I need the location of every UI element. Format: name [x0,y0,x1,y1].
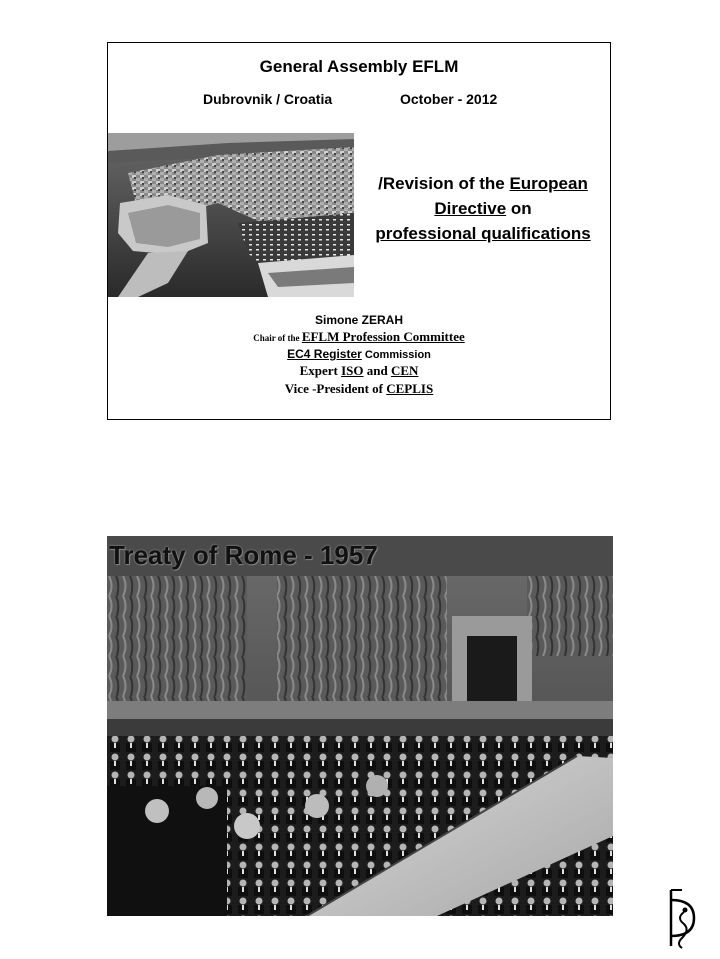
slide-1 [107,42,611,420]
caduceus-logo-icon [668,888,698,950]
eflm-committee-link[interactable]: EFLM Profession Committee [301,329,465,344]
revision-prefix: /Revision of the [378,174,510,193]
ec4-suffix: Commission [361,349,431,361]
expert-line [108,363,610,379]
dubrovnik-photo [108,133,354,297]
ec4-line [108,347,610,361]
professional-qualifications-link[interactable]: professional qualifications [375,224,591,243]
directive-link[interactable]: Directive [434,199,507,218]
author-block [108,313,610,397]
slide-2-title: Treaty of Rome - 1957 [109,540,378,570]
revision-on: on [506,199,532,218]
revision-heading [356,171,610,246]
chair-prefix: Chair of the [253,333,302,343]
author-name: Simone ZERAH [314,313,403,327]
treaty-signing-photo [107,536,613,916]
cen-link[interactable]: CEN [390,363,419,378]
expert-prefix: Expert [299,363,342,378]
location-text: Dubrovnik / Croatia [203,91,333,107]
chair-line [108,329,610,345]
slide-title: General Assembly EFLM [259,57,459,76]
vp-line [108,381,610,397]
iso-link[interactable]: ISO [341,363,364,378]
ec4-register-link[interactable]: EC4 Register [287,347,362,361]
date-text: October - 2012 [400,91,498,107]
expert-and: and [363,363,391,378]
european-link[interactable]: European [509,174,588,193]
ceplis-link[interactable]: CEPLIS [386,381,434,396]
slide-2 [107,536,613,916]
vp-prefix: Vice -President of [284,381,387,396]
